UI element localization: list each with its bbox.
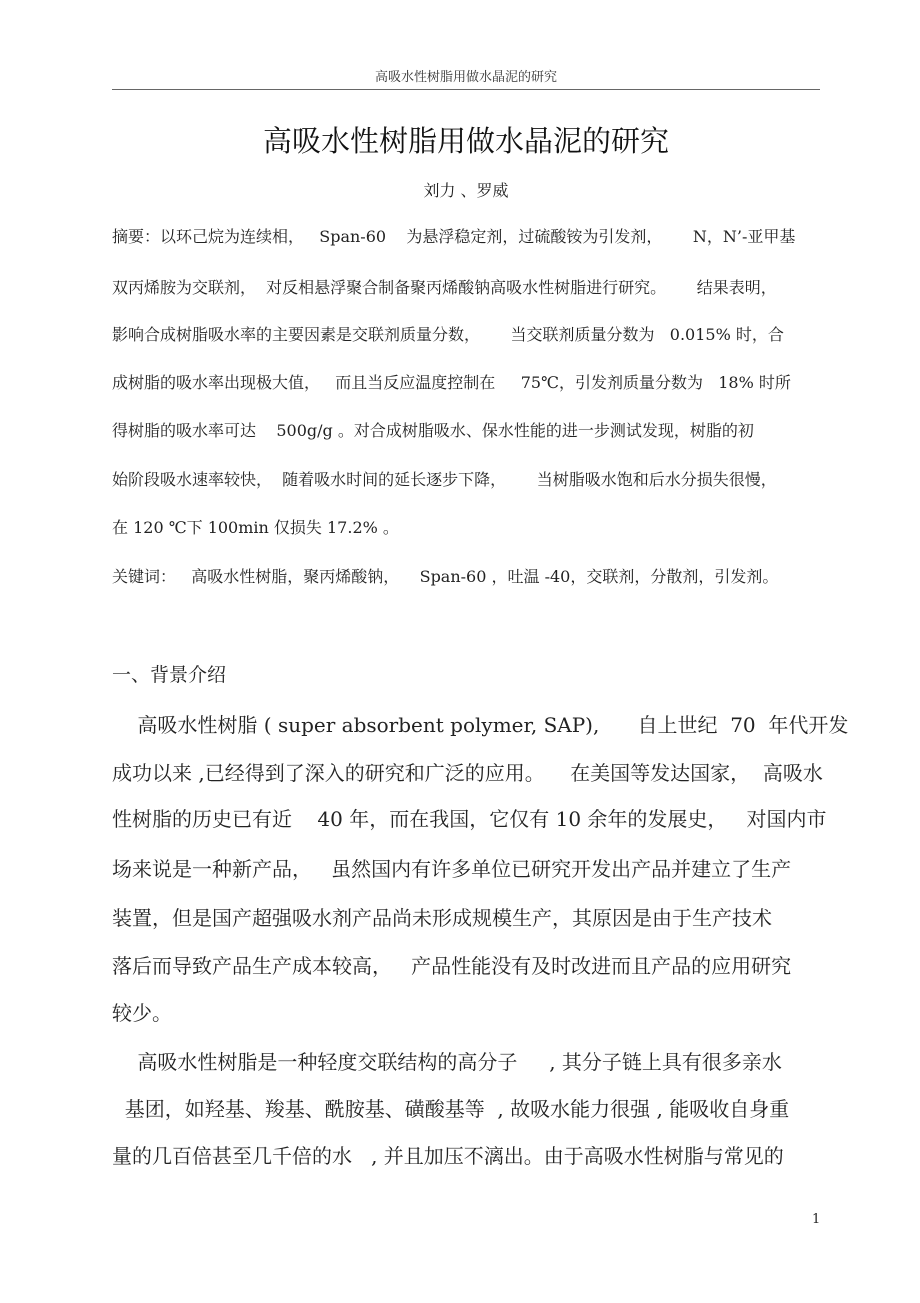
abstract-line: 摘要：以环己烷为连续相， Span-60 为悬浮稳定剂，过硫酸铵为引发剂， N，N’-亚甲基 bbox=[112, 227, 796, 246]
body-line: 场来说是一种新产品， 虽然国内有许多单位已研究开发出产品并建立了生产 bbox=[112, 857, 792, 881]
running-header: 高吸水性树脂用做水晶泥的研究 bbox=[374, 70, 557, 85]
page-number: 1 bbox=[812, 1212, 821, 1227]
section-heading: 一、背景介绍 bbox=[112, 664, 227, 686]
paper-title: 高吸水性树脂用做水晶泥的研究 bbox=[262, 124, 669, 158]
body-line: 高吸水性树脂是一种轻度交联结构的高分子 , 其分子链上具有很多亲水 bbox=[112, 1050, 782, 1074]
abstract-line: 影响合成树脂吸水率的主要因素是交联剂质量分数， 当交联剂质量分数为 0.015% 时，合 bbox=[112, 325, 784, 344]
body-line: 装置，但是国产超强吸水剂产品尚未形成规模生产，其原因是由于生产技术 bbox=[112, 906, 772, 930]
keywords: 关键词： 高吸水性树脂，聚丙烯酸钠， Span-60 ，吐温 -40，交联剂，分散剂，引发剂。 bbox=[112, 567, 779, 586]
body-line: 落后而导致产品生产成本较高， 产品性能没有及时改进而且产品的应用研究 bbox=[112, 954, 792, 978]
body-line: 成功以来 ,已经得到了深入的研究和广泛的应用。 在美国等发达国家， 高吸水 bbox=[112, 761, 823, 785]
header-rule bbox=[112, 89, 820, 90]
body-line: 高吸水性树脂 ( super absorbent polymer, SAP), 自上世纪 70 年代开发 bbox=[112, 713, 849, 737]
authors: 刘力 、罗威 bbox=[423, 181, 509, 200]
abstract-line: 始阶段吸水速率较快， 随着吸水时间的延长逐步下降， 当树脂吸水饱和后水分损失很慢， bbox=[112, 470, 777, 489]
abstract-line: 成树脂的吸水率出现极大值， 而且当反应温度控制在 75℃，引发剂质量分数为 18% 时所 bbox=[112, 373, 791, 392]
abstract-line: 双丙烯胺为交联剂， 对反相悬浮聚合制备聚丙烯酸钠高吸水性树脂进行研究。 结果表明， bbox=[112, 278, 777, 297]
body-line: 较少。 bbox=[112, 1001, 172, 1025]
abstract-line: 得树脂的吸水率可达 500g/g 。对合成树脂吸水、保水性能的进一步测试发现，树脂的初 bbox=[112, 421, 754, 440]
body-line: 基团，如羟基、羧基、酰胺基、磺酸基等 , 故吸水能力很强 , 能吸收自身重 bbox=[112, 1097, 790, 1121]
body-line: 量的几百倍甚至几千倍的水 , 并且加压不漓出。由于高吸水性树脂与常见的 bbox=[112, 1144, 784, 1168]
body-line: 性树脂的历史已有近 40 年，而在我国，它仅有 10 余年的发展史， 对国内市 bbox=[112, 807, 827, 831]
abstract-line: 在 120 ℃下 100min 仅损失 17.2% 。 bbox=[112, 518, 399, 537]
